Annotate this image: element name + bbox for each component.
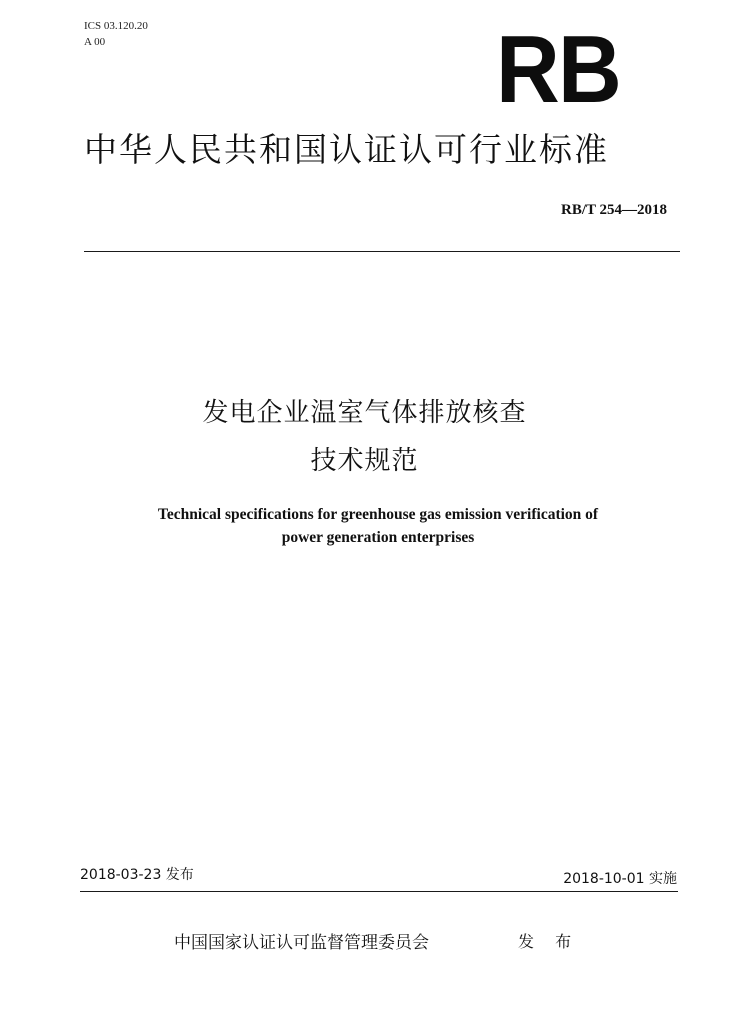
rb-logo: RB — [496, 16, 620, 123]
release-date: 2018-03-23 发布 — [80, 867, 194, 883]
ccs-code: A 00 — [84, 36, 106, 48]
issuing-authority: 中国国家认证认可监督管理委员会 — [174, 933, 429, 953]
standard-category-title: 中华人民共和国认证认可行业标准 — [84, 130, 609, 169]
classification-codes — [84, 18, 148, 50]
document-title-en-line2: power generation enterprises — [281, 529, 475, 546]
implementation-date: 2018-10-01 实施 — [563, 871, 677, 887]
standard-number: RB/T 254—2018 — [561, 202, 667, 218]
footer-divider — [80, 891, 678, 892]
document-title-zh-line2: 技术规范 — [310, 446, 419, 476]
ics-code: ICS 03.120.20 — [84, 20, 148, 32]
document-title-en-line1: Technical specifications for greenhouse gas emission verification of — [157, 506, 599, 523]
issue-label: 发 布 — [518, 932, 580, 951]
header-divider — [84, 251, 680, 252]
document-title-zh-line1: 发电企业温室气体排放核查 — [202, 398, 527, 428]
